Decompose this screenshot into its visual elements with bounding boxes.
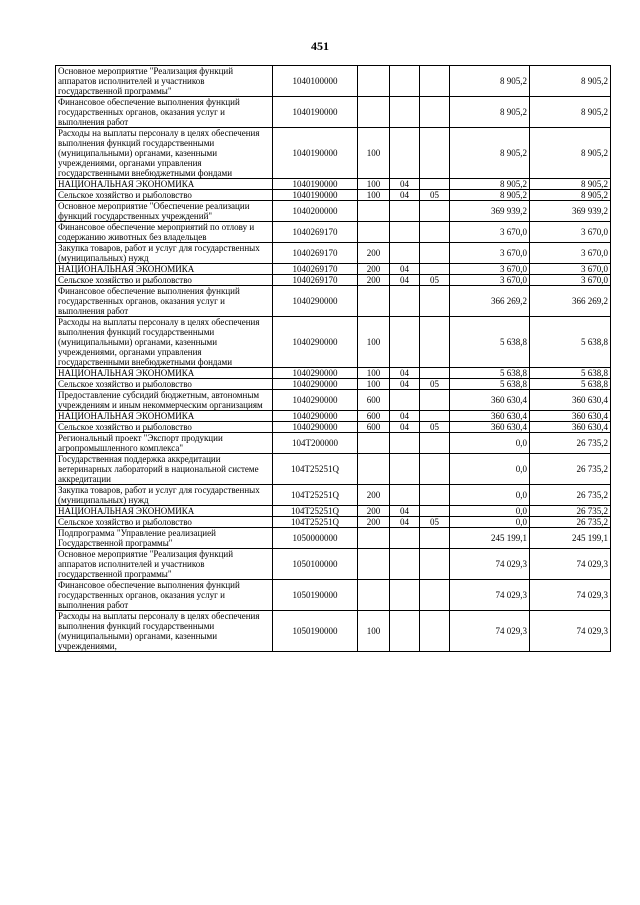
section-cell — [390, 485, 420, 506]
expense-type-cell: 200 — [358, 243, 390, 264]
target-code-cell: 1050000000 — [273, 528, 358, 549]
target-code-cell: 1040290000 — [273, 368, 358, 379]
row-name-cell: Финансовое обеспечение мероприятий по отлову и содержанию животных без владельцев — [56, 222, 273, 243]
subsection-cell — [420, 390, 450, 411]
row-name-cell: Сельское хозяйство и рыболовство — [56, 422, 273, 433]
amount-year1-cell: 0,0 — [450, 506, 530, 517]
target-code-cell: 1040269170 — [273, 264, 358, 275]
subsection-cell: 05 — [420, 422, 450, 433]
subsection-cell — [420, 528, 450, 549]
row-name-cell: Подпрограмма "Управление реализацией Государственной программы" — [56, 528, 273, 549]
row-name-cell: Финансовое обеспечение выполнения функций государственных органов, оказания услуг и выполнения работ — [56, 580, 273, 611]
target-code-cell: 104T25251Q — [273, 517, 358, 528]
table-row — [56, 66, 611, 97]
expense-type-cell: 100 — [358, 611, 390, 652]
amount-year1-cell: 360 630,4 — [450, 390, 530, 411]
expense-type-cell: 600 — [358, 390, 390, 411]
amount-year2-cell: 366 269,2 — [530, 286, 611, 317]
budget-table — [55, 65, 611, 652]
target-code-cell: 104T200000 — [273, 433, 358, 454]
row-name-cell: Расходы на выплаты персоналу в целях обеспечения выполнения функций государственными (муниципальными) органами, казенными учреждениями, органами управления государственными внебюджетными фондами — [56, 317, 273, 368]
target-code-cell: 1050190000 — [273, 580, 358, 611]
expense-type-cell: 100 — [358, 379, 390, 390]
target-code-cell: 1040290000 — [273, 286, 358, 317]
section-cell — [390, 528, 420, 549]
subsection-cell — [420, 506, 450, 517]
table-row — [56, 580, 611, 611]
table-row — [56, 190, 611, 201]
section-cell — [390, 128, 420, 179]
table-row — [56, 179, 611, 190]
section-cell: 04 — [390, 179, 420, 190]
section-cell: 04 — [390, 379, 420, 390]
expense-type-cell — [358, 528, 390, 549]
table-row — [56, 379, 611, 390]
row-name-cell: Сельское хозяйство и рыболовство — [56, 379, 273, 390]
subsection-cell — [420, 264, 450, 275]
expense-type-cell: 600 — [358, 411, 390, 422]
expense-type-cell — [358, 201, 390, 222]
expense-type-cell: 100 — [358, 368, 390, 379]
amount-year2-cell: 5 638,8 — [530, 317, 611, 368]
amount-year2-cell: 26 735,2 — [530, 485, 611, 506]
section-cell — [390, 580, 420, 611]
target-code-cell: 1040200000 — [273, 201, 358, 222]
section-cell — [390, 390, 420, 411]
row-name-cell: Сельское хозяйство и рыболовство — [56, 275, 273, 286]
subsection-cell — [420, 66, 450, 97]
amount-year2-cell: 8 905,2 — [530, 128, 611, 179]
row-name-cell: Расходы на выплаты персоналу в целях обеспечения выполнения функций государственными (муниципальными) органами, казенными учреждениями, — [56, 611, 273, 652]
row-name-cell: Региональный проект "Экспорт продукции агропромышленного комплекса" — [56, 433, 273, 454]
amount-year1-cell: 360 630,4 — [450, 422, 530, 433]
target-code-cell: 1040269170 — [273, 243, 358, 264]
table-row — [56, 549, 611, 580]
amount-year2-cell: 3 670,0 — [530, 275, 611, 286]
amount-year1-cell: 0,0 — [450, 517, 530, 528]
amount-year2-cell: 26 735,2 — [530, 506, 611, 517]
expense-type-cell: 100 — [358, 190, 390, 201]
table-row — [56, 411, 611, 422]
amount-year1-cell: 360 630,4 — [450, 411, 530, 422]
amount-year1-cell: 3 670,0 — [450, 243, 530, 264]
section-cell — [390, 66, 420, 97]
table-row — [56, 454, 611, 485]
section-cell — [390, 243, 420, 264]
table-row — [56, 317, 611, 368]
row-name-cell: Основное мероприятие "Обеспечение реализации функций государственных учреждений" — [56, 201, 273, 222]
amount-year1-cell: 0,0 — [450, 485, 530, 506]
expense-type-cell — [358, 454, 390, 485]
expense-type-cell — [358, 66, 390, 97]
section-cell — [390, 454, 420, 485]
amount-year1-cell: 0,0 — [450, 454, 530, 485]
row-name-cell: Государственная поддержка аккредитации ветеринарных лабораторий в национальной системе аккредитации — [56, 454, 273, 485]
row-name-cell: Сельское хозяйство и рыболовство — [56, 190, 273, 201]
expense-type-cell: 100 — [358, 179, 390, 190]
section-cell — [390, 222, 420, 243]
table-row — [56, 506, 611, 517]
section-cell — [390, 97, 420, 128]
amount-year2-cell: 8 905,2 — [530, 66, 611, 97]
amount-year2-cell: 3 670,0 — [530, 264, 611, 275]
amount-year2-cell: 245 199,1 — [530, 528, 611, 549]
table-row — [56, 422, 611, 433]
amount-year1-cell: 8 905,2 — [450, 179, 530, 190]
table-row — [56, 517, 611, 528]
target-code-cell: 104T25251Q — [273, 485, 358, 506]
expense-type-cell — [358, 286, 390, 317]
expense-type-cell: 200 — [358, 264, 390, 275]
subsection-cell — [420, 411, 450, 422]
table-row — [56, 286, 611, 317]
amount-year1-cell: 3 670,0 — [450, 222, 530, 243]
table-row — [56, 97, 611, 128]
expense-type-cell: 200 — [358, 485, 390, 506]
amount-year2-cell: 74 029,3 — [530, 549, 611, 580]
amount-year1-cell: 5 638,8 — [450, 368, 530, 379]
subsection-cell: 05 — [420, 275, 450, 286]
subsection-cell — [420, 433, 450, 454]
amount-year2-cell: 8 905,2 — [530, 190, 611, 201]
subsection-cell — [420, 179, 450, 190]
subsection-cell — [420, 611, 450, 652]
row-name-cell: Основное мероприятие "Реализация функций аппаратов исполнителей и участников государственной программы" — [56, 549, 273, 580]
row-name-cell: НАЦИОНАЛЬНАЯ ЭКОНОМИКА — [56, 506, 273, 517]
subsection-cell — [420, 580, 450, 611]
table-row — [56, 611, 611, 652]
amount-year2-cell: 360 630,4 — [530, 390, 611, 411]
amount-year1-cell: 74 029,3 — [450, 580, 530, 611]
row-name-cell: Сельское хозяйство и рыболовство — [56, 517, 273, 528]
section-cell — [390, 549, 420, 580]
amount-year2-cell: 8 905,2 — [530, 179, 611, 190]
target-code-cell: 1040290000 — [273, 390, 358, 411]
table-row — [56, 368, 611, 379]
expense-type-cell: 100 — [358, 128, 390, 179]
table-row — [56, 485, 611, 506]
target-code-cell: 1040269170 — [273, 222, 358, 243]
row-name-cell: Основное мероприятие "Реализация функций аппаратов исполнителей и участников государственной программы" — [56, 66, 273, 97]
target-code-cell: 1040190000 — [273, 128, 358, 179]
row-name-cell: Закупка товаров, работ и услуг для государственных (муниципальных) нужд — [56, 485, 273, 506]
amount-year2-cell: 360 630,4 — [530, 422, 611, 433]
amount-year2-cell: 5 638,8 — [530, 379, 611, 390]
amount-year2-cell: 3 670,0 — [530, 222, 611, 243]
table-row — [56, 243, 611, 264]
section-cell — [390, 611, 420, 652]
section-cell: 04 — [390, 506, 420, 517]
section-cell — [390, 317, 420, 368]
target-code-cell: 1040190000 — [273, 179, 358, 190]
expense-type-cell: 200 — [358, 517, 390, 528]
section-cell: 04 — [390, 517, 420, 528]
subsection-cell: 05 — [420, 517, 450, 528]
subsection-cell — [420, 243, 450, 264]
amount-year1-cell: 245 199,1 — [450, 528, 530, 549]
section-cell — [390, 433, 420, 454]
expense-type-cell — [358, 222, 390, 243]
amount-year1-cell: 8 905,2 — [450, 128, 530, 179]
row-name-cell: Предоставление субсидий бюджетным, автономным учреждениям и иным некоммерческим организациям — [56, 390, 273, 411]
expense-type-cell: 600 — [358, 422, 390, 433]
table-row — [56, 433, 611, 454]
expense-type-cell: 100 — [358, 317, 390, 368]
subsection-cell — [420, 222, 450, 243]
expense-type-cell — [358, 433, 390, 454]
amount-year2-cell: 26 735,2 — [530, 433, 611, 454]
amount-year2-cell: 369 939,2 — [530, 201, 611, 222]
section-cell: 04 — [390, 264, 420, 275]
amount-year1-cell: 74 029,3 — [450, 549, 530, 580]
page-number: 451 — [311, 39, 329, 53]
subsection-cell — [420, 454, 450, 485]
target-code-cell: 1040290000 — [273, 379, 358, 390]
subsection-cell — [420, 549, 450, 580]
row-name-cell: Финансовое обеспечение выполнения функций государственных органов, оказания услуг и выполнения работ — [56, 97, 273, 128]
section-cell: 04 — [390, 411, 420, 422]
section-cell: 04 — [390, 368, 420, 379]
amount-year1-cell: 8 905,2 — [450, 97, 530, 128]
amount-year1-cell: 0,0 — [450, 433, 530, 454]
section-cell: 04 — [390, 190, 420, 201]
subsection-cell — [420, 201, 450, 222]
amount-year2-cell: 74 029,3 — [530, 580, 611, 611]
amount-year2-cell: 26 735,2 — [530, 517, 611, 528]
amount-year1-cell: 5 638,8 — [450, 317, 530, 368]
table-row — [56, 222, 611, 243]
amount-year1-cell: 74 029,3 — [450, 611, 530, 652]
target-code-cell: 1040190000 — [273, 190, 358, 201]
amount-year2-cell: 26 735,2 — [530, 454, 611, 485]
section-cell — [390, 286, 420, 317]
table-row — [56, 201, 611, 222]
expense-type-cell: 200 — [358, 506, 390, 517]
subsection-cell — [420, 368, 450, 379]
subsection-cell: 05 — [420, 379, 450, 390]
expense-type-cell — [358, 580, 390, 611]
expense-type-cell: 200 — [358, 275, 390, 286]
table-row — [56, 390, 611, 411]
amount-year2-cell: 3 670,0 — [530, 243, 611, 264]
amount-year1-cell: 369 939,2 — [450, 201, 530, 222]
row-name-cell: Расходы на выплаты персоналу в целях обеспечения выполнения функций государственными (муниципальными) органами, казенными учреждениями, органами управления государственными внебюджетными фондами — [56, 128, 273, 179]
subsection-cell — [420, 97, 450, 128]
table-row — [56, 264, 611, 275]
table-row — [56, 275, 611, 286]
target-code-cell: 1050190000 — [273, 611, 358, 652]
amount-year1-cell: 3 670,0 — [450, 264, 530, 275]
subsection-cell — [420, 286, 450, 317]
amount-year2-cell: 74 029,3 — [530, 611, 611, 652]
target-code-cell: 1050100000 — [273, 549, 358, 580]
target-code-cell: 1040290000 — [273, 317, 358, 368]
subsection-cell — [420, 317, 450, 368]
row-name-cell: Финансовое обеспечение выполнения функций государственных органов, оказания услуг и выполнения работ — [56, 286, 273, 317]
row-name-cell: Закупка товаров, работ и услуг для государственных (муниципальных) нужд — [56, 243, 273, 264]
target-code-cell: 1040290000 — [273, 422, 358, 433]
row-name-cell: НАЦИОНАЛЬНАЯ ЭКОНОМИКА — [56, 411, 273, 422]
target-code-cell: 1040190000 — [273, 97, 358, 128]
table-row — [56, 128, 611, 179]
row-name-cell: НАЦИОНАЛЬНАЯ ЭКОНОМИКА — [56, 179, 273, 190]
subsection-cell — [420, 128, 450, 179]
expense-type-cell — [358, 549, 390, 580]
table-row — [56, 528, 611, 549]
section-cell: 04 — [390, 422, 420, 433]
amount-year1-cell: 3 670,0 — [450, 275, 530, 286]
section-cell: 04 — [390, 275, 420, 286]
subsection-cell — [420, 485, 450, 506]
row-name-cell: НАЦИОНАЛЬНАЯ ЭКОНОМИКА — [56, 264, 273, 275]
subsection-cell: 05 — [420, 190, 450, 201]
target-code-cell: 1040269170 — [273, 275, 358, 286]
target-code-cell: 104T25251Q — [273, 506, 358, 517]
expense-type-cell — [358, 97, 390, 128]
amount-year2-cell: 360 630,4 — [530, 411, 611, 422]
row-name-cell: НАЦИОНАЛЬНАЯ ЭКОНОМИКА — [56, 368, 273, 379]
amount-year1-cell: 366 269,2 — [450, 286, 530, 317]
amount-year1-cell: 8 905,2 — [450, 190, 530, 201]
target-code-cell: 1040290000 — [273, 411, 358, 422]
amount-year1-cell: 8 905,2 — [450, 66, 530, 97]
amount-year2-cell: 5 638,8 — [530, 368, 611, 379]
target-code-cell: 1040100000 — [273, 66, 358, 97]
amount-year2-cell: 8 905,2 — [530, 97, 611, 128]
section-cell — [390, 201, 420, 222]
amount-year1-cell: 5 638,8 — [450, 379, 530, 390]
target-code-cell: 104T25251Q — [273, 454, 358, 485]
